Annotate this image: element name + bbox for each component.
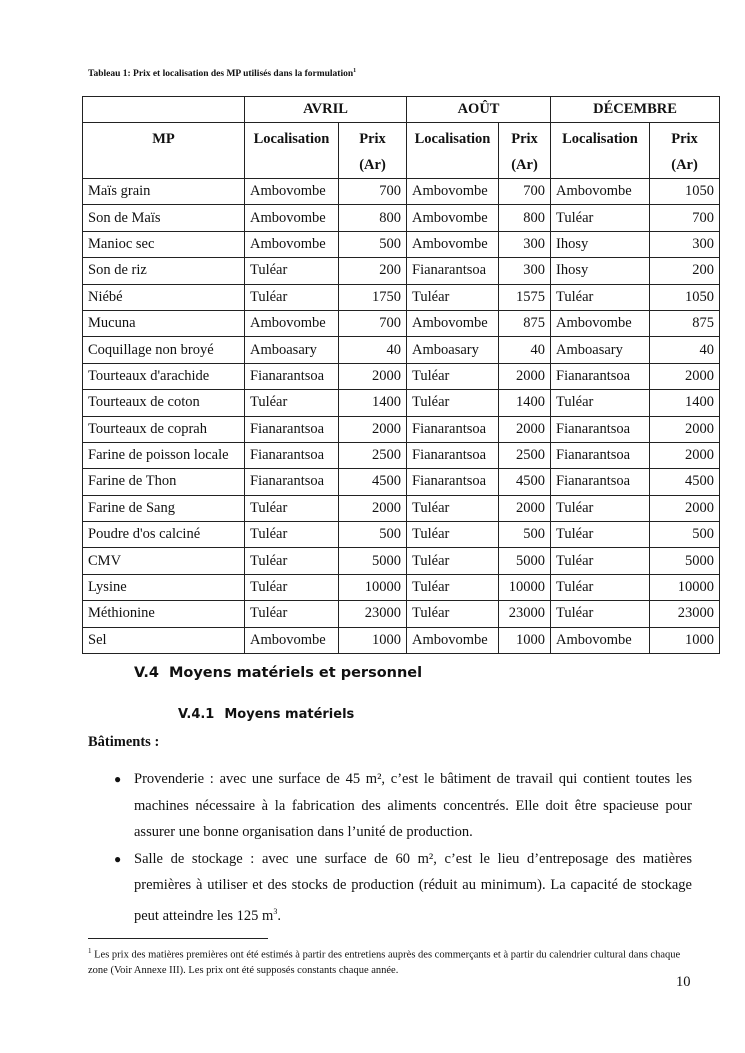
cell-prix: 875 — [650, 310, 720, 336]
cell-prix: 40 — [499, 337, 551, 363]
cell-localisation: Tuléar — [407, 390, 499, 416]
cell-prix: 23000 — [499, 601, 551, 627]
cell-prix: 10000 — [650, 574, 720, 600]
cell-localisation: Fianarantsoa — [551, 442, 650, 468]
header-prix-decembre — [650, 123, 720, 179]
cell-localisation: Ambovombe — [551, 310, 650, 336]
table-row — [83, 627, 720, 653]
cell-localisation: Tuléar — [245, 284, 339, 310]
caption-note-ref: 1 — [353, 68, 357, 74]
cell-localisation: Tuléar — [551, 390, 650, 416]
cell-prix: 10000 — [339, 574, 407, 600]
footnote — [88, 944, 693, 978]
header-prix-label: Prix — [511, 131, 538, 147]
cell-prix: 10000 — [499, 574, 551, 600]
cell-localisation: Tuléar — [245, 574, 339, 600]
cell-prix: 1750 — [339, 284, 407, 310]
cell-localisation: Tuléar — [407, 601, 499, 627]
cell-prix: 700 — [650, 205, 720, 231]
list-item-end: . — [277, 907, 281, 924]
section-title: Moyens matériels et personnel — [168, 665, 423, 681]
cell-mp: Farine de Thon — [83, 469, 245, 495]
table-month-header-row — [83, 97, 720, 123]
cell-localisation: Ambovombe — [551, 179, 650, 205]
cell-prix: 200 — [339, 258, 407, 284]
cell-localisation: Ihosy — [551, 231, 650, 257]
cell-localisation: Fianarantsoa — [407, 442, 499, 468]
cell-localisation: Tuléar — [407, 574, 499, 600]
cell-prix: 1400 — [499, 390, 551, 416]
cell-mp: Farine de Sang — [83, 495, 245, 521]
cell-mp: Coquillage non broyé — [83, 337, 245, 363]
cell-localisation: Tuléar — [551, 574, 650, 600]
cell-localisation: Tuléar — [407, 363, 499, 389]
page-number: 10 — [676, 974, 691, 990]
cell-prix: 2000 — [499, 363, 551, 389]
cell-prix: 700 — [499, 179, 551, 205]
cell-prix: 1400 — [339, 390, 407, 416]
cell-localisation: Tuléar — [407, 284, 499, 310]
cell-localisation: Ihosy — [551, 258, 650, 284]
cell-mp: Méthionine — [83, 601, 245, 627]
cell-mp: Son de Maïs — [83, 205, 245, 231]
header-empty-cell — [83, 97, 245, 123]
cell-localisation: Fianarantsoa — [407, 258, 499, 284]
header-prix-unit: (Ar) — [511, 157, 538, 173]
list-item-salle-stockage — [112, 846, 692, 929]
cell-localisation: Amboasary — [407, 337, 499, 363]
cell-localisation: Tuléar — [245, 601, 339, 627]
cell-prix: 2000 — [650, 363, 720, 389]
cell-prix: 2000 — [499, 416, 551, 442]
header-prix-aout — [499, 123, 551, 179]
cell-prix: 4500 — [650, 469, 720, 495]
cell-prix: 2000 — [650, 416, 720, 442]
list-item-text: Salle de stockage : avec une surface de 60 m², c’est le lieu d’entreposage des matières premières à utiliser et des stocks de production (réduit au minimum). La capacité de stockage peut atteindre les 125 m — [134, 850, 692, 924]
header-month-decembre: DÉCEMBRE — [551, 97, 720, 123]
header-month-aout: AOÛT — [407, 97, 551, 123]
bullet-icon: ● — [114, 772, 122, 786]
cell-mp: Tourteaux de coprah — [83, 416, 245, 442]
cell-prix: 5000 — [650, 548, 720, 574]
header-prix-label: Prix — [671, 131, 698, 147]
cell-mp: Manioc sec — [83, 231, 245, 257]
cell-localisation: Tuléar — [551, 495, 650, 521]
batiments-list — [112, 766, 692, 929]
header-month-avril: AVRIL — [245, 97, 407, 123]
cell-localisation: Tuléar — [407, 522, 499, 548]
cell-localisation: Tuléar — [551, 548, 650, 574]
cell-localisation: Fianarantsoa — [551, 416, 650, 442]
cell-mp: Sel — [83, 627, 245, 653]
cell-mp: Tourteaux d'arachide — [83, 363, 245, 389]
cell-localisation: Ambovombe — [245, 310, 339, 336]
cell-localisation: Ambovombe — [407, 179, 499, 205]
cell-prix: 40 — [339, 337, 407, 363]
table-caption — [88, 68, 356, 79]
cell-prix: 1000 — [499, 627, 551, 653]
cell-prix: 2000 — [339, 416, 407, 442]
cell-localisation: Fianarantsoa — [245, 469, 339, 495]
cell-localisation: Ambovombe — [407, 627, 499, 653]
cell-prix: 2000 — [650, 442, 720, 468]
cell-localisation: Amboasary — [245, 337, 339, 363]
table-row — [83, 548, 720, 574]
cell-prix: 800 — [499, 205, 551, 231]
cell-prix: 1575 — [499, 284, 551, 310]
table-column-header-row — [83, 123, 720, 179]
table-row — [83, 495, 720, 521]
cell-localisation: Fianarantsoa — [407, 416, 499, 442]
cell-prix: 2000 — [339, 495, 407, 521]
cell-prix: 23000 — [650, 601, 720, 627]
cell-prix: 700 — [339, 310, 407, 336]
cell-prix: 2500 — [339, 442, 407, 468]
cell-prix: 500 — [339, 522, 407, 548]
section-heading — [134, 665, 422, 681]
cell-prix: 300 — [499, 231, 551, 257]
table-row — [83, 416, 720, 442]
cell-mp: Mucuna — [83, 310, 245, 336]
cell-localisation: Tuléar — [407, 495, 499, 521]
price-location-table — [82, 96, 720, 654]
header-localisation-aout: Localisation — [407, 123, 499, 179]
cell-prix: 40 — [650, 337, 720, 363]
cell-localisation: Tuléar — [245, 258, 339, 284]
cell-localisation: Tuléar — [245, 548, 339, 574]
footnote-ref: 1 — [88, 947, 92, 955]
cell-prix: 2000 — [650, 495, 720, 521]
cell-mp: Tourteaux de coton — [83, 390, 245, 416]
table-row — [83, 442, 720, 468]
list-item-sup: 3 — [273, 906, 278, 916]
header-prix-unit: (Ar) — [359, 157, 386, 173]
cell-prix: 4500 — [339, 469, 407, 495]
cell-prix: 700 — [339, 179, 407, 205]
cell-prix: 2000 — [499, 495, 551, 521]
cell-prix: 1000 — [339, 627, 407, 653]
table-row — [83, 390, 720, 416]
cell-mp: Poudre d'os calciné — [83, 522, 245, 548]
list-item-provenderie — [112, 766, 692, 846]
cell-prix: 4500 — [499, 469, 551, 495]
table-row — [83, 205, 720, 231]
cell-localisation: Ambovombe — [407, 205, 499, 231]
header-mp: MP — [83, 123, 245, 179]
table-row — [83, 310, 720, 336]
cell-localisation: Ambovombe — [245, 627, 339, 653]
cell-prix: 300 — [650, 231, 720, 257]
footnote-separator — [88, 938, 268, 939]
cell-localisation: Fianarantsoa — [245, 442, 339, 468]
cell-prix: 500 — [650, 522, 720, 548]
footnote-text: Les prix des matières premières ont été estimés à partir des entretiens auprès des commerçants et à partir du calendrier cultural dans chaque zone (Voir Annexe III). Les prix ont été supposés constants chaque année. — [88, 949, 681, 976]
cell-prix: 200 — [650, 258, 720, 284]
cell-localisation: Ambovombe — [407, 231, 499, 257]
cell-prix: 2500 — [499, 442, 551, 468]
cell-prix: 1400 — [650, 390, 720, 416]
cell-localisation: Fianarantsoa — [245, 416, 339, 442]
cell-prix: 800 — [339, 205, 407, 231]
table-row — [83, 179, 720, 205]
table-row — [83, 258, 720, 284]
cell-localisation: Tuléar — [245, 390, 339, 416]
cell-mp: Son de riz — [83, 258, 245, 284]
cell-localisation: Ambovombe — [245, 179, 339, 205]
cell-prix: 300 — [499, 258, 551, 284]
cell-prix: 5000 — [499, 548, 551, 574]
cell-prix: 5000 — [339, 548, 407, 574]
cell-localisation: Tuléar — [245, 495, 339, 521]
table-row — [83, 363, 720, 389]
table-row — [83, 469, 720, 495]
list-item-text: Provenderie : avec une surface de 45 m², c’est le bâtiment de travail qui contient toutes les machines nécessaire à la fabrication des aliments concentrés. Elle doit être spacieuse pour assurer une bonne organisation dans l’unité de production. — [134, 771, 692, 840]
cell-prix: 500 — [339, 231, 407, 257]
cell-localisation: Ambovombe — [551, 627, 650, 653]
cell-localisation: Tuléar — [551, 284, 650, 310]
cell-localisation: Tuléar — [245, 522, 339, 548]
cell-localisation: Ambovombe — [407, 310, 499, 336]
table-row — [83, 601, 720, 627]
caption-text: Tableau 1: Prix et localisation des MP utilisés dans la formulation — [88, 69, 354, 80]
section-number: V.4 — [134, 665, 159, 681]
subsection-number: V.4.1 — [178, 707, 215, 722]
cell-mp: Maïs grain — [83, 179, 245, 205]
subsection-heading — [178, 707, 354, 722]
cell-localisation: Fianarantsoa — [551, 363, 650, 389]
cell-mp: Lysine — [83, 574, 245, 600]
cell-localisation: Fianarantsoa — [245, 363, 339, 389]
cell-localisation: Tuléar — [551, 601, 650, 627]
cell-localisation: Ambovombe — [245, 231, 339, 257]
subsection-title: Moyens matériels — [224, 707, 355, 722]
cell-mp: Niébé — [83, 284, 245, 310]
bullet-icon: ● — [114, 851, 122, 866]
cell-prix: 1050 — [650, 284, 720, 310]
cell-prix: 1000 — [650, 627, 720, 653]
table-row — [83, 284, 720, 310]
cell-mp: CMV — [83, 548, 245, 574]
cell-mp: Farine de poisson locale — [83, 442, 245, 468]
cell-prix: 2000 — [339, 363, 407, 389]
cell-localisation: Ambovombe — [245, 205, 339, 231]
header-prix-unit: (Ar) — [671, 157, 698, 173]
cell-prix: 875 — [499, 310, 551, 336]
table-body — [83, 179, 720, 654]
header-prix-label: Prix — [359, 131, 386, 147]
table-row — [83, 574, 720, 600]
cell-localisation: Tuléar — [407, 548, 499, 574]
batiments-label: Bâtiments : — [88, 734, 160, 750]
cell-prix: 23000 — [339, 601, 407, 627]
table-row — [83, 522, 720, 548]
table-row — [83, 231, 720, 257]
cell-localisation: Tuléar — [551, 522, 650, 548]
cell-localisation: Tuléar — [551, 205, 650, 231]
cell-prix: 1050 — [650, 179, 720, 205]
cell-localisation: Amboasary — [551, 337, 650, 363]
header-prix-avril — [339, 123, 407, 179]
cell-prix: 500 — [499, 522, 551, 548]
header-localisation-avril: Localisation — [245, 123, 339, 179]
cell-localisation: Fianarantsoa — [551, 469, 650, 495]
header-localisation-decembre: Localisation — [551, 123, 650, 179]
table-row — [83, 337, 720, 363]
cell-localisation: Fianarantsoa — [407, 469, 499, 495]
